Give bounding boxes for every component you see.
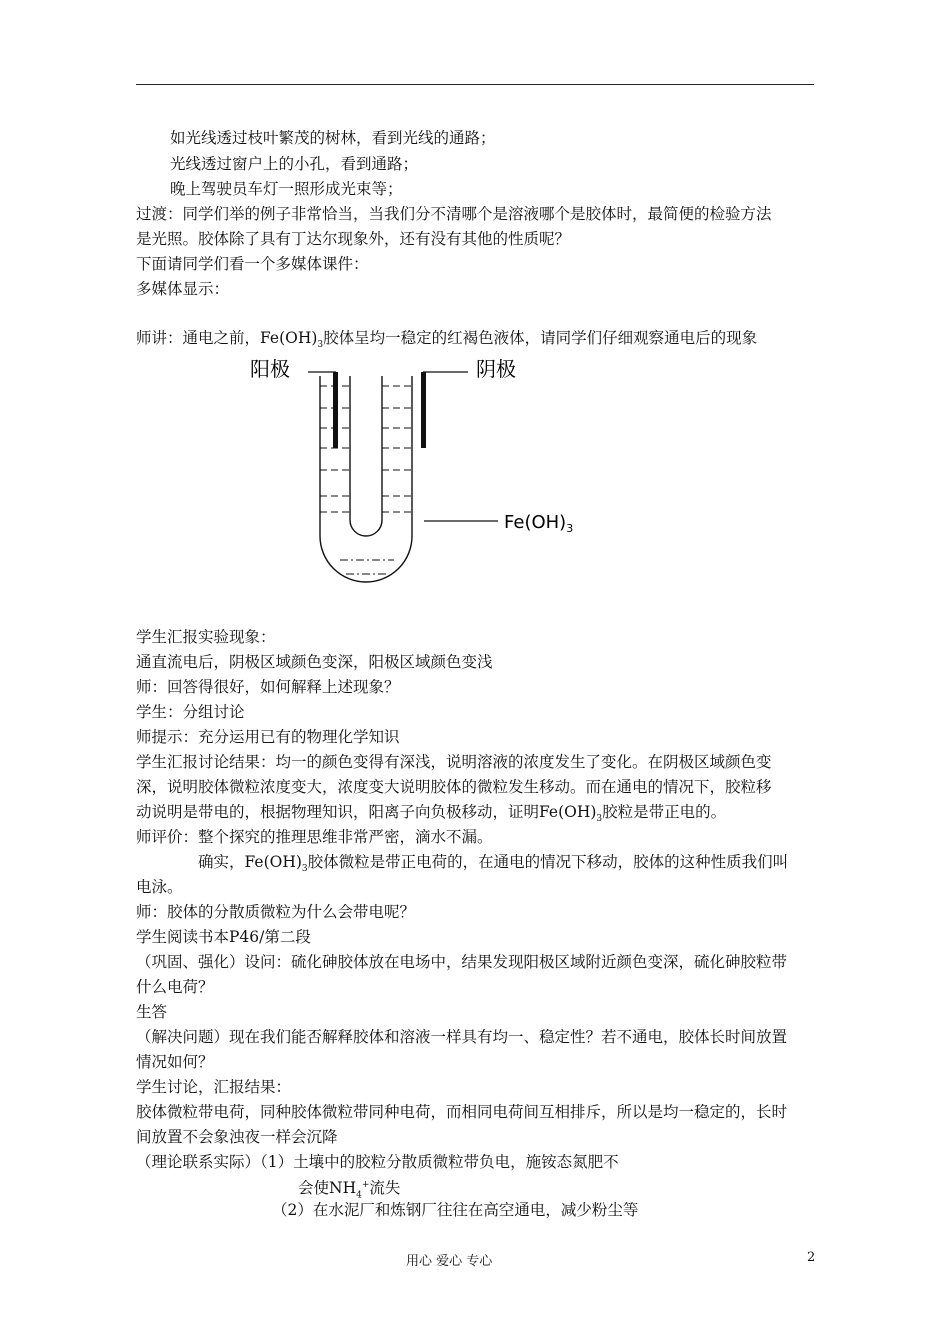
colloid-liquid-bottom — [340, 560, 394, 574]
text-line: 间放置不会象浊夜一样会沉降 — [136, 1128, 338, 1146]
text-line: 通直流电后，阴极区域颜色变深，阳极区域颜色变浅 — [136, 653, 493, 671]
confirm-line: 确实，$Fe(OH)_3$胶体微粒是带正电荷的，在通电的情况下移动，胶体的这种性质我们叫 — [198, 853, 789, 875]
text-line: 电泳。 — [136, 878, 183, 896]
cathode-label: 阴极 — [476, 357, 516, 381]
text-line: 师：回答得很好，如何解释上述现象？ — [136, 678, 400, 696]
colloid-label: $Fe(OH)_3$ — [504, 512, 574, 535]
text-line: 师：胶体的分散质微粒为什么会带电呢？ — [136, 903, 416, 921]
text-line: （解决问题）现在我们能否解释胶体和溶液一样具有均一、稳定性？若不通电，胶体长时间放置 — [136, 1028, 788, 1046]
text-line: 生答 — [136, 1003, 168, 1021]
text-line: 胶体微粒带电荷，同种胶体微粒带同种电荷，而相同电荷间互相排斥，所以是均一稳定的，长时 — [136, 1103, 788, 1121]
teacher-explanation: 师讲：通电之前，$Fe(OH)_3$胶体呈均一稳定的红褐色液体，请同学们仔细观察通电后的现象 — [136, 329, 758, 351]
footer-motto: 用心 爱心 专心 — [406, 1254, 493, 1269]
text-line: 师评价：整个探究的推理思维非常严密，滴水不漏。 — [136, 828, 493, 846]
text-line: （理论联系实际）（1）土壤中的胶粒分散质微粒带负电，施铵态氮肥不 — [136, 1153, 619, 1171]
text-line: 如光线透过枝叶繁茂的树林，看到光线的通路； — [170, 129, 496, 147]
text-line: （巩固、强化）设问：硫化砷胶体放在电场中，结果发现阳极区域附近颜色变深，硫化砷胶粒带 — [136, 953, 788, 971]
u-tube-inner-wall — [350, 376, 382, 536]
anode-label: 阳极 — [250, 357, 290, 381]
text-line: 学生：分组讨论 — [136, 703, 245, 721]
text-line: 光线透过窗户上的小孔，看到通路； — [170, 155, 419, 173]
text-line: 是光照。胶体除了具有丁达尔现象外，还有没有其他的性质呢？ — [136, 230, 571, 248]
page-number: 2 — [807, 1250, 816, 1265]
text-line: 学生汇报实验现象： — [136, 628, 276, 646]
colloid-liquid-right — [382, 386, 412, 512]
nh4-line: 会使$NH_4^+$流失 — [298, 1179, 401, 1201]
electrophoresis-u-tube-diagram — [240, 348, 600, 588]
text-line: 下面请同学们看一个多媒体课件： — [136, 255, 369, 273]
text-line: 过渡：同学们举的例子非常恰当，当我们分不清哪个是溶液哪个是胶体时，最简便的检验方法 — [136, 205, 772, 223]
text-line: 学生阅读书本P46/第二段 — [136, 928, 311, 946]
text-line: 师提示：充分运用已有的物理化学知识 — [136, 728, 400, 746]
text-line: （2）在水泥厂和炼钢厂往往在高空通电，减少粉尘等 — [272, 1201, 639, 1219]
text-line: 学生讨论，汇报结果： — [136, 1078, 292, 1096]
text-line: 情况如何？ — [136, 1053, 214, 1071]
text-line: 什么电荷？ — [136, 978, 214, 996]
cathode-electrode — [421, 372, 426, 448]
text-line: 学生汇报讨论结果：均一的颜色变得有深浅，说明溶液的浓度发生了变化。在阴极区域颜色变 — [136, 753, 772, 771]
text-line: 深，说明胶体微粒浓度变大，浓度变大说明胶体的微粒发生移动。而在通电的情况下，胶粒移 — [136, 778, 772, 796]
text-line: 晚上驾驶员车灯一照形成光束等； — [170, 180, 403, 198]
header-rule — [136, 84, 814, 85]
anode-electrode — [333, 372, 338, 448]
text-line: 多媒体显示： — [136, 280, 230, 298]
proof-line: 动说明是带电的，根据物理知识，阳离子向负极移动，证明$Fe(OH)_3$胶粒是带正电的。 — [136, 803, 727, 825]
